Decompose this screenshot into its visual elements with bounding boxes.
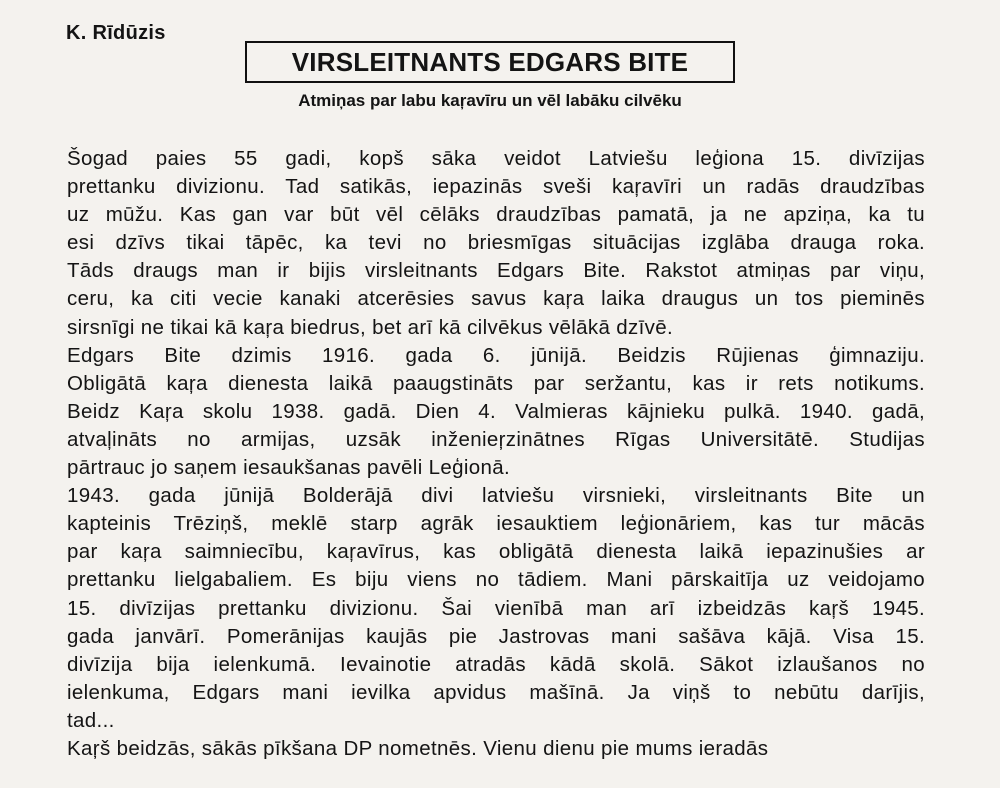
text-line: divīzija bija ielenkumā. Ievainotie atradās kādā skolā. Sākot izlaušanos no	[67, 652, 925, 676]
paragraph	[67, 735, 925, 763]
article-title: VIRSLEITNANTS EDGARS BITE	[291, 46, 689, 77]
text-line: ceru, ka citi vecie kanaki atcerēsies savus kaŗa laika draugus un tos pieminēs	[67, 287, 925, 311]
text-line: prettanku divizionu. Tad satikās, iepazinās sveši kaŗavīri un radās draudzības	[67, 175, 925, 199]
text-line: pārtrauc jo saņem iesaukšanas pavēli Leģionā.	[67, 456, 511, 480]
text-line: Edgars Bite dzimis 1916. gada 6. jūnijā. Beidzis Rūjienas ģimnaziju.	[67, 343, 925, 367]
paragraph	[67, 145, 925, 342]
text-line: Šogad paies 55 gadi, kopš sāka veidot Latviešu leģiona 15. divīzijas	[67, 147, 925, 170]
text-line: Obligātā kaŗa dienesta laikā paaugstināts par seržantu, kas ir rets notikums.	[67, 371, 925, 395]
author-name: K. Rīdūzis	[66, 22, 166, 44]
text-line: 15. divīzijas prettanku divizionu. Šai vienībā man arī izbeidzās kaŗš 1945.	[67, 596, 925, 620]
text-line: uz mūžu. Kas gan var būt vēl cēlāks draudzības pamatā, ja ne apziņa, ka tu	[67, 203, 925, 227]
paragraph	[67, 342, 925, 482]
text-line: par kaŗa saimniecību, kaŗavīrus, kas obligātā dienesta laikā iepazinušies ar	[67, 540, 925, 564]
text-line: kapteinis Trēziņš, meklē starp agrāk iesauktiem leģionāriem, kas tur mācās	[67, 512, 925, 536]
title-box	[245, 41, 735, 83]
text-line: Tāds draugs man ir bijis virsleitnants Edgars Bite. Rakstot atmiņas par viņu,	[67, 259, 925, 283]
text-line: ielenkuma, Edgars mani ievilka apvidus mašīnā. Ja viņš to nebūtu darījis,	[67, 680, 925, 704]
text-line: Beidz Kaŗa skolu 1938. gadā. Dien 4. Valmieras kājnieku pulkā. 1940. gadā,	[67, 399, 925, 423]
text-line: gada janvārī. Pomerānijas kaujās pie Jastrovas mani sašāva kājā. Visa 15.	[67, 624, 925, 648]
text-line: sirsnīgi ne tikai kā kaŗa biedrus, bet arī kā cilvēkus vēlākā dzīvē.	[67, 315, 674, 339]
text-line: atvaļināts no armijas, uzsāk inženieŗzinātnes Rīgas Universitātē. Studijas	[67, 427, 925, 451]
article-body	[67, 145, 925, 763]
paragraph	[67, 482, 925, 735]
text-line: Kaŗš beidzās, sākās pīkšana DP nometnēs. Vienu dienu pie mums ieradās	[67, 736, 769, 760]
article-subtitle: Atmiņas par labu kaŗavīru un vēl labāku cilvēku	[298, 91, 682, 110]
text-line: tad...	[67, 708, 115, 732]
text-line: 1943. gada jūnijā Bolderājā divi latviešu virsnieki, virsleitnants Bite un	[67, 484, 925, 508]
text-line: esi dzīvs tikai tāpēc, ka tevi no briesmīgas situācijas izglāba drauga roka.	[67, 231, 925, 255]
text-line: prettanku lielgabaliem. Es biju viens no tādiem. Mani pārskaitīja uz veidojamo	[67, 568, 925, 592]
